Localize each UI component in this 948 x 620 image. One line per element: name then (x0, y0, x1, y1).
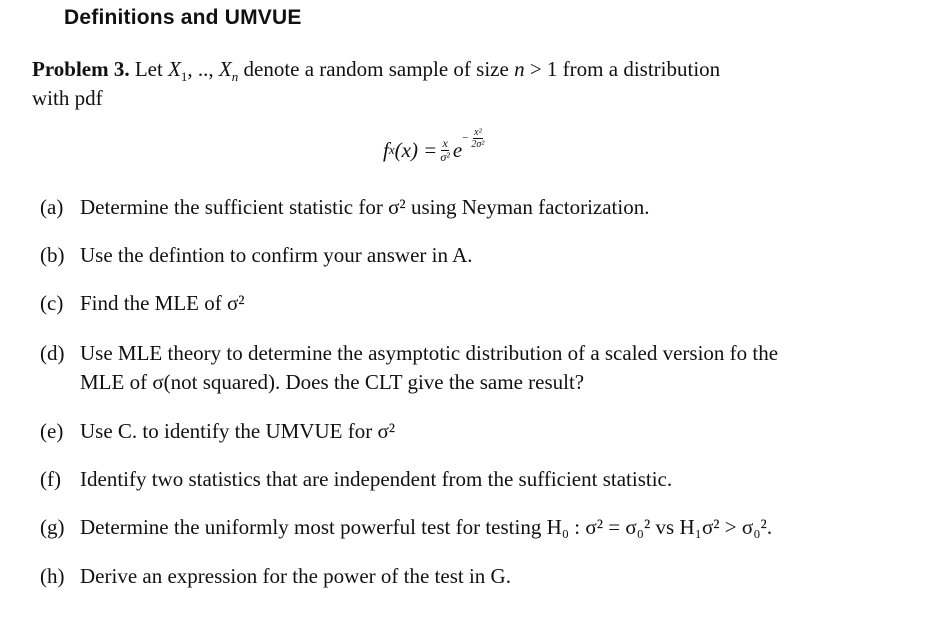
item-label: (b) (40, 243, 65, 267)
sample-variables: $X_1$, .., $X_n$ (168, 57, 239, 85)
problem-intro-before: Let (134, 57, 163, 81)
item-text-line2: MLE of σ(not squared). Does the CLT give the same result? (80, 370, 585, 394)
question-item-a (40, 193, 920, 222)
question-item-e (40, 417, 920, 446)
question-item-g (40, 513, 920, 542)
formula-exp-fraction (470, 127, 485, 150)
problem-intro-cond: from a distribution (562, 57, 721, 81)
formula-exponent (462, 127, 487, 150)
item-label: (a) (40, 195, 64, 219)
sample-size-condition: n > 1 (514, 57, 558, 81)
problem-label: Problem 3. (32, 57, 130, 81)
formula-exp-den: 2σ² (471, 138, 485, 150)
item-text: Derive an expression for the power of the test in G. (80, 564, 511, 588)
question-item-c (40, 289, 920, 318)
formula-lhs: f (383, 137, 389, 162)
item-label: (g) (40, 515, 65, 539)
question-item-h (40, 562, 920, 591)
formula-exp-base: e (452, 137, 463, 162)
problem-intro-line2: with pdf (32, 86, 103, 110)
formula-frac-num: x (442, 135, 448, 150)
formula-exp-sign: − (462, 132, 469, 144)
item-text: Determine the sufficient statistic for σ² using Neyman factorization. (80, 195, 650, 219)
question-item-b (40, 241, 920, 270)
question-item-d (40, 339, 920, 397)
item-label: (e) (40, 419, 64, 443)
item-label: (h) (40, 564, 65, 588)
formula-frac-den: σ² (440, 149, 450, 164)
item-text: Use the defintion to confirm your answer in A. (80, 243, 473, 267)
item-label: (c) (40, 291, 64, 315)
formula-exp-num: x² (474, 126, 482, 138)
formula-fraction (439, 137, 451, 164)
section-heading: Definitions and UMVUE (64, 6, 302, 29)
pdf-formula: f x (x) = $\frac{x}{\text{σ²}}$ e − $\frac{\text{x²}}{\text{2σ²}}$ (383, 128, 487, 172)
question-item-f (40, 465, 920, 494)
item-label: (d) (40, 341, 65, 365)
item-label: (f) (40, 467, 61, 491)
formula-lhs-arg: (x) = (394, 137, 438, 162)
item-text: Determine the uniformly most powerful test for testing H₀ : σ² = σ₀² vs H₁σ² > σ₀². (80, 515, 773, 539)
item-text: Identify two statistics that are independent from the sufficient statistic. (80, 467, 673, 491)
item-text: Find the MLE of σ² (80, 291, 245, 315)
problem-statement (32, 55, 912, 113)
item-text: Use MLE theory to determine the asymptotic distribution of a scaled version fo the (80, 341, 779, 365)
item-text: Use C. to identify the UMVUE for σ² (80, 419, 396, 443)
problem-intro-after: denote a random sample of size (243, 57, 509, 81)
